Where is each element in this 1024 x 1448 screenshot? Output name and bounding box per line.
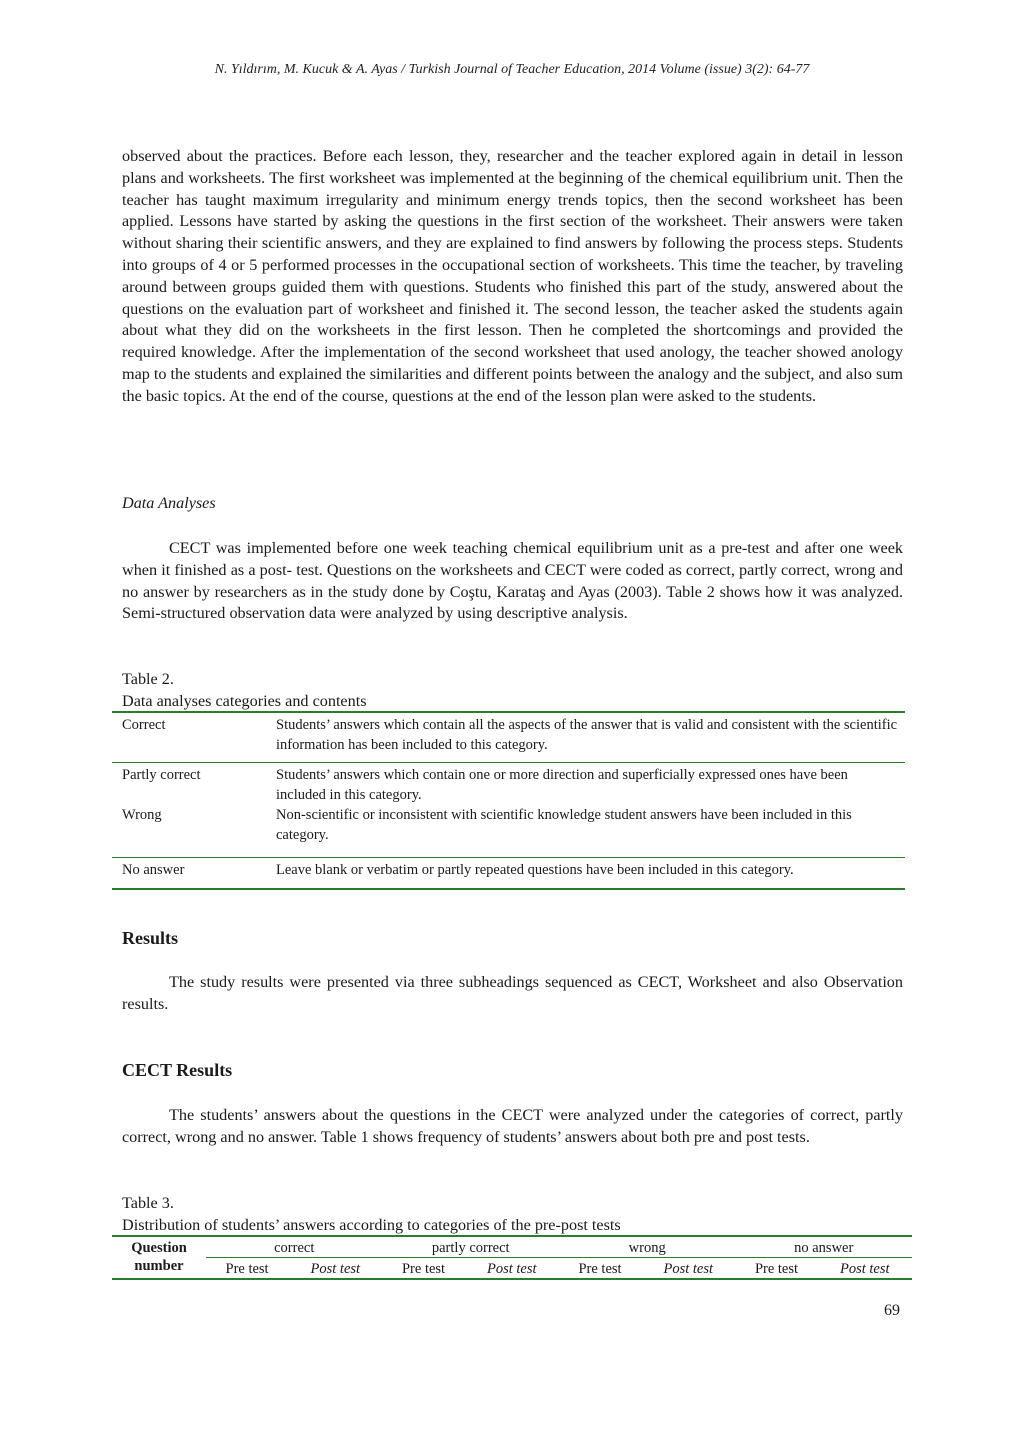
table2-category: Correct	[122, 717, 166, 733]
table2-caption	[122, 668, 903, 712]
running-head: N. Yıldırım, M. Kucuk & A. Ayas / Turkish Journal of Teacher Education, 2014 Volume (issue) 3(2): 64-77	[214, 62, 810, 77]
table3-pre-label: Pre test	[559, 1258, 641, 1280]
cect-results-heading: CECT Results	[122, 1060, 233, 1080]
table2-label: Table 2.	[122, 670, 174, 688]
body-block-3	[122, 972, 903, 1016]
table3-pre-label: Pre test	[382, 1258, 464, 1280]
table3-question-header-1: Question	[131, 1240, 187, 1257]
paragraph-4: The students’ answers about the questions in the CECT were analyzed under the categories of correct, partly correct, wrong and no answer. Table 1 shows frequency of students’ answers about both pre and post tests.	[122, 1106, 903, 1146]
table2-content: Non-scientific or inconsistent with scientific knowledge student answers have been included in this category.	[276, 807, 852, 843]
table3-post-label: Post test	[818, 1258, 912, 1280]
table2-row	[112, 713, 905, 762]
body-block-1	[122, 146, 903, 408]
table2-category: Partly correct	[122, 767, 201, 783]
table2-content: Students’ answers which contain one or more direction and superficially expressed ones have been included in this category.	[276, 767, 848, 803]
table2-row	[112, 805, 905, 857]
paragraph-1: observed about the practices. Before each lesson, they, researcher and the teacher explored again in detail in lesson plans and worksheets. The first worksheet was implemented at the beginning of the chemical equilibrium unit. Then the teacher has taught maximum irregularity and minimum energy trends topics, then the second worksheet has been applied. Lessons have started by asking the questions in the first section of the worksheet. Their answers were taken without sharing their scientific answers, and they are explained to find answers by following the process steps. Students into groups of 4 or 5 performed processes in the occupational section of worksheets. This time the teacher, by traveling around between groups guided them with questions. Students who finished this part of the study, answered about the questions on the evaluation part of worksheet and finished it. The second lesson, the teacher asked the students again about what they did on the worksheets in the first lesson. Then he completed the shortcomings and provided the required knowledge. After the implementation of the second worksheet that used anology, the teacher showed anology map to the students and explained the similarities and different points between the analogy and the subject, and also sum the basic topics. At the end of the course, questions at the end of the lesson plan were asked to the students.	[122, 147, 903, 405]
table-2	[112, 711, 905, 890]
paragraph-2: CECT was implemented before one week teaching chemical equilibrium unit as a pre-test and after one week when it finished as a post- test. Questions on the worksheets and CECT were coded as correct, partly correct, wrong and no answer by researchers as in the study done by Coştu, Karataş and Ayas (2003). Table 2 shows how it was analyzed. Semi-structured observation data were analyzed by using descriptive analysis.	[122, 539, 903, 623]
table-3	[112, 1235, 912, 1280]
table3-group-header: wrong	[628, 1240, 666, 1256]
table2-category: No answer	[122, 862, 185, 878]
table3-pre-label: Pre test	[735, 1258, 817, 1280]
table2-bottom-rule	[112, 888, 905, 890]
table2-row	[112, 858, 905, 888]
table3-group-header: partly correct	[431, 1240, 510, 1256]
table3-label: Table 3.	[122, 1194, 174, 1212]
table2-content: Leave blank or verbatim or partly repeated questions have been included in this category.	[276, 862, 794, 878]
results-heading: Results	[122, 928, 179, 948]
cect-results-section	[122, 1060, 903, 1081]
table2-title: Data analyses categories and contents	[122, 692, 367, 710]
paragraph-3: The study results were presented via three subheadings sequenced as CECT, Worksheet and also Observation results.	[122, 973, 903, 1013]
body-block-2	[122, 538, 903, 625]
table3-post-label: Post test	[465, 1258, 559, 1280]
results-section	[122, 928, 903, 949]
table3-group-header: no answer	[794, 1240, 854, 1256]
table3-question-header-2: number	[134, 1257, 184, 1274]
page-number: 69	[884, 1302, 900, 1319]
data-analyses-heading: Data Analyses	[122, 494, 216, 512]
table3-caption	[122, 1192, 903, 1236]
table3-title: Distribution of students’ answers according to categories of the pre-post tests	[122, 1216, 621, 1234]
table2-category: Wrong	[122, 807, 162, 823]
table2-content: Students’ answers which contain all the aspects of the answer that is valid and consistent with the scientific information has been included to this category.	[276, 717, 898, 753]
body-block-4	[122, 1105, 903, 1149]
table2-row	[112, 763, 905, 805]
table3-post-label: Post test	[288, 1258, 382, 1280]
table3-post-label: Post test	[641, 1258, 735, 1280]
table3-group-header: correct	[274, 1240, 315, 1256]
data-analyses-section	[122, 494, 903, 513]
table3-pre-label: Pre test	[206, 1258, 288, 1280]
